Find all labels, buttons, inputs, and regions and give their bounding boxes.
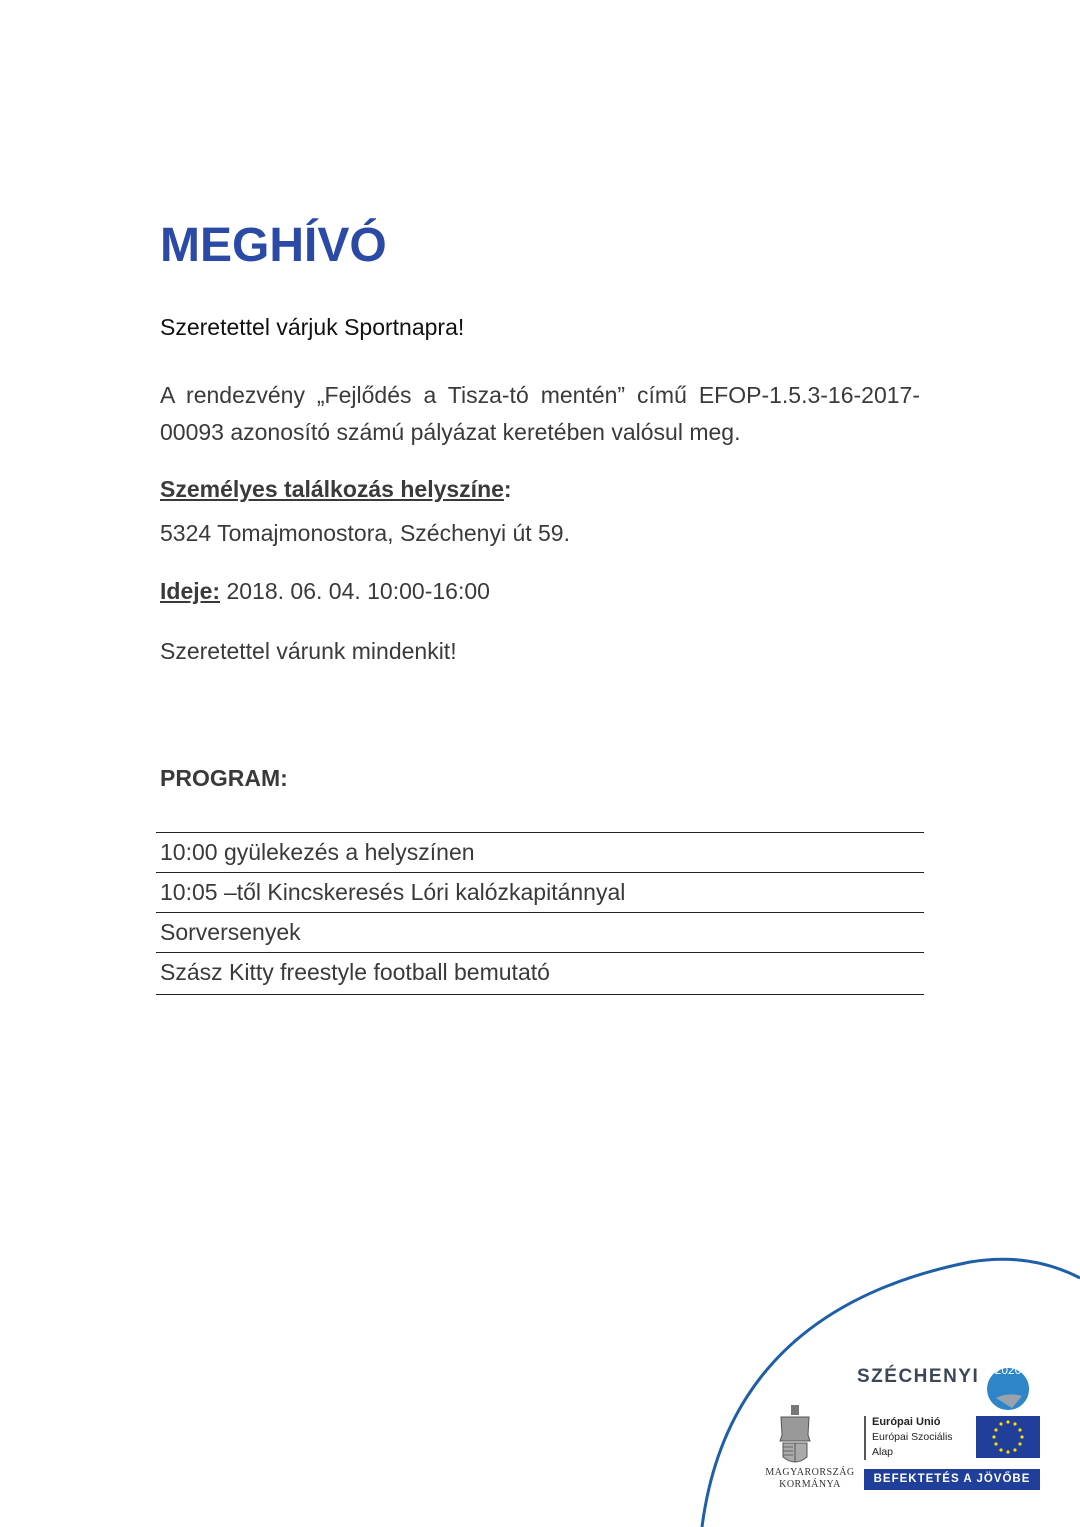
program-row: 10:05 –től Kincskeresés Lóri kalózkapitánnyal	[156, 873, 924, 913]
location-label-text: Személyes találkozás helyszíne	[160, 476, 504, 502]
program-row: Szász Kitty freestyle football bemutató	[156, 953, 924, 995]
program-row: Sorversenyek	[156, 913, 924, 953]
eu-fund-line2: Alap	[872, 1446, 894, 1458]
time-value: 2018. 06. 04. 10:00-16:00	[220, 578, 490, 604]
coat-of-arms-icon	[780, 1405, 810, 1462]
government-line2: KORMÁNYA	[779, 1479, 841, 1490]
greeting-text: Szeretettel várjuk Sportnapra!	[160, 314, 465, 340]
szechenyi-pin-icon	[987, 1363, 1029, 1410]
program-row: 10:00 gyülekezés a helyszínen	[156, 833, 924, 873]
time-label: Ideje:	[160, 578, 221, 604]
eu-divider	[864, 1416, 866, 1460]
eu-title: Európai Unió	[872, 1416, 941, 1428]
page-title: MEGHÍVÓ	[160, 219, 387, 272]
event-description: A rendezvény „Fejlődés a Tisza-tó mentén” című EFOP-1.5.3-16-2017-00093 azonosító számú pályázat keretében valósul meg.	[160, 382, 920, 445]
eu-flag-icon	[976, 1416, 1040, 1458]
program-table	[156, 832, 924, 995]
location-address: 5324 Tomajmonostora, Széchenyi út 59.	[160, 520, 570, 546]
befektetes-banner: BEFEKTETÉS A JÖVŐBE	[864, 1469, 1040, 1490]
time-line	[160, 578, 490, 605]
szechenyi-year: 2020	[994, 1363, 1022, 1377]
szechenyi-logo-text: SZÉCHENYI	[857, 1366, 980, 1387]
location-label-colon: :	[503, 476, 512, 502]
program-title: PROGRAM:	[160, 765, 288, 791]
eu-fund-line1: Európai Szociális	[872, 1431, 953, 1443]
government-line1: MAGYARORSZÁG	[765, 1467, 855, 1478]
location-label	[160, 476, 512, 503]
closing-text: Szeretettel várunk mindenkit!	[160, 638, 457, 664]
